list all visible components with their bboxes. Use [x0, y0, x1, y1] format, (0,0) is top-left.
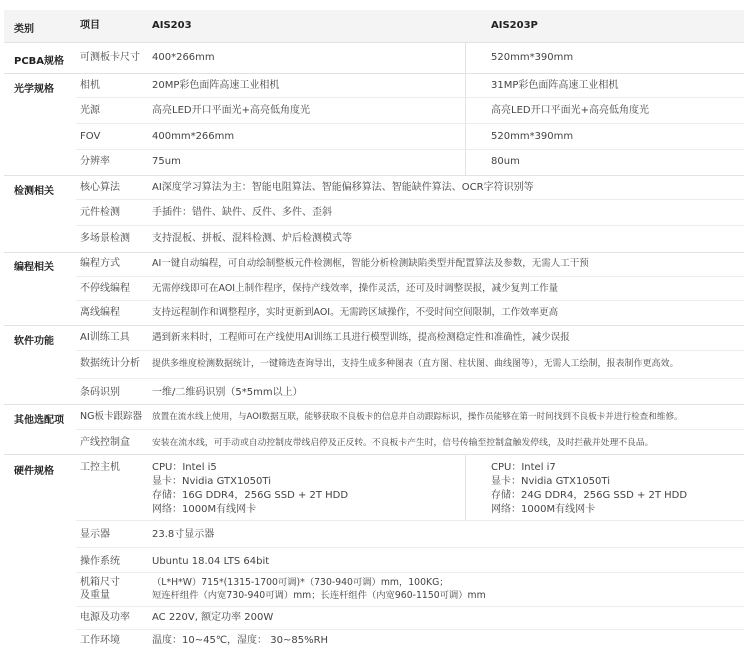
divider: [76, 572, 744, 573]
value-board-size-a: 400*266mm: [152, 52, 215, 63]
value-ipc-a-storage: 存储：16G DDR4，256G SSD + 2T HDD: [152, 490, 349, 501]
divider: [4, 73, 744, 74]
divider: [4, 42, 744, 43]
value-nonstop: 无需停线即可在AOI上制作程序，保持产线效率，操作灵活，还可及时调整误报，减少复判工作量: [152, 283, 559, 294]
item-camera: 相机: [80, 80, 100, 91]
value-camera-b: 31MP彩色面阵高速工业相机: [491, 80, 619, 91]
item-chassis-line2: 及重量: [80, 590, 110, 601]
divider: [4, 404, 744, 405]
item-ai-training: AI训练工具: [80, 332, 130, 343]
table-header: [4, 10, 744, 42]
divider: [76, 300, 744, 301]
header-item: 项目: [80, 20, 100, 31]
value-light-a: 高亮LED开口平面光+高亮低角度光: [152, 105, 310, 116]
item-light: 光源: [80, 105, 100, 116]
value-chassis-line1: （L*H*W）715*(1315-1700可调)*（730-940可调）mm，100KG；: [152, 577, 449, 588]
divider: [76, 378, 744, 379]
value-camera-a: 20MP彩色面阵高速工业相机: [152, 80, 280, 91]
divider: [4, 252, 744, 253]
header-model-b: AIS203P: [491, 20, 538, 31]
column-divider: [465, 454, 466, 520]
category-inspection: 检测相关: [14, 186, 54, 197]
item-chassis-line1: 机箱尺寸: [80, 577, 120, 588]
column-divider: [465, 73, 466, 175]
divider: [4, 454, 744, 455]
item-algorithm: 核心算法: [80, 182, 120, 193]
value-ipc-b-storage: 存储：24G DDR4，256G SSD + 2T HDD: [491, 490, 688, 501]
value-ipc-b-gpu: 显卡：Nvidia GTX1050Ti: [491, 476, 610, 487]
value-ipc-b-network: 网络：1000M有线网卡: [491, 504, 596, 515]
item-nonstop: 不停线编程: [80, 283, 130, 294]
column-divider: [465, 42, 466, 73]
item-environment: 工作环境: [80, 635, 120, 646]
item-fov: FOV: [80, 131, 101, 142]
value-control-box: 安装在流水线，可手动或自动控制皮带线启停及正反转。不良板卡产生时，信号传输至控制盒触发停线，及时拦截并处理不良品。: [152, 438, 654, 448]
value-os: Ubuntu 18.04 LTS 64bit: [152, 556, 270, 567]
value-method: AI一键自动编程，可自动绘制整板元件检测框，智能分析检测缺陷类型并配置算法及参数，无需人工干预: [152, 258, 589, 269]
divider: [76, 350, 744, 351]
divider: [76, 429, 744, 430]
value-resolution-a: 75um: [152, 156, 181, 167]
divider: [76, 547, 744, 548]
category-hardware: 硬件规格: [14, 466, 54, 477]
divider: [4, 175, 744, 176]
value-ai-training: 遇到新来料时，工程师可在产线使用AI训练工具进行模型训练，提高检测稳定性和准确性，减少误报: [152, 332, 570, 343]
divider: [4, 325, 744, 326]
item-scene: 多场景检测: [80, 233, 130, 244]
value-fov-a: 400mm*266mm: [152, 131, 235, 142]
divider: [76, 520, 744, 521]
value-monitor: 23.8寸显示器: [152, 529, 215, 540]
divider: [76, 199, 744, 200]
item-ng-tracker: NG板卡跟踪器: [80, 411, 142, 422]
divider: [76, 276, 744, 277]
value-barcode: 一维/二维码识别（5*5mm以上）: [152, 387, 303, 398]
divider: [76, 149, 744, 150]
value-ipc-a-network: 网络：1000M有线网卡: [152, 504, 257, 515]
value-resolution-b: 80um: [491, 156, 520, 167]
category-software: 软件功能: [14, 336, 54, 347]
value-offline: 支持远程制作和调整程序，实时更新到AOI。无需跨区域操作，不受时间空间限制，工作效率更高: [152, 307, 559, 318]
item-method: 编程方式: [80, 258, 120, 269]
category-programming: 编程相关: [14, 262, 54, 273]
item-power: 电源及功率: [80, 612, 130, 623]
value-ipc-b-cpu: CPU：Intel i7: [491, 462, 556, 473]
value-environment: 温度：10~45℃，湿度： 30~85%RH: [152, 635, 329, 646]
value-ipc-a-gpu: 显卡：Nvidia GTX1050Ti: [152, 476, 271, 487]
value-stats: 提供多维度检测数据统计，一键筛选查询导出，支持生成多种图表（直方图、柱状图、曲线图等），无需人工绘制，报表制作更高效。: [152, 359, 679, 369]
value-board-size-b: 520mm*390mm: [491, 52, 574, 63]
value-ipc-a-cpu: CPU：Intel i5: [152, 462, 217, 473]
value-chassis-line2: 短连杆组件（内宽730-940可调）mm；长连杆组件（内宽960-1150可调）mm: [152, 590, 486, 601]
category-options: 其他选配项: [14, 415, 64, 426]
value-fov-b: 520mm*390mm: [491, 131, 574, 142]
item-monitor: 显示器: [80, 529, 110, 540]
divider: [76, 225, 744, 226]
value-power: AC 220V, 额定功率 200W: [152, 612, 274, 623]
header-model-a: AIS203: [152, 20, 192, 31]
item-resolution: 分辨率: [80, 156, 110, 167]
category-optical: 光学规格: [14, 84, 54, 95]
divider: [76, 629, 744, 630]
category-pcba: PCBA规格: [14, 56, 65, 67]
item-stats: 数据统计分析: [80, 358, 140, 369]
divider: [76, 123, 744, 124]
value-ng-tracker: 放置在流水线上使用，与AOI数据互联，能够获取不良板卡的信息并自动跟踪标识，操作员能够在第一时间找到不良板卡并进行检查和维修。: [152, 412, 683, 422]
value-algorithm: AI深度学习算法为主：智能电阻算法、智能偏移算法、智能缺件算法、OCR字符识别等: [152, 182, 534, 193]
item-offline: 离线编程: [80, 307, 120, 318]
item-control-box: 产线控制盒: [80, 437, 130, 448]
header-category: 类别: [14, 24, 34, 35]
value-light-b: 高亮LED开口平面光+高亮低角度光: [491, 105, 649, 116]
item-component: 元件检测: [80, 207, 120, 218]
divider: [76, 97, 744, 98]
value-component: 手插件：错件、缺件、反件、多件、歪斜: [152, 207, 332, 218]
item-os: 操作系统: [80, 556, 120, 567]
item-ipc: 工控主机: [80, 462, 120, 473]
divider: [76, 606, 744, 607]
item-barcode: 条码识别: [80, 387, 120, 398]
value-scene: 支持混板、拼板、混料检测、炉后检测模式等: [152, 233, 352, 244]
item-board-size: 可测板卡尺寸: [80, 52, 140, 63]
